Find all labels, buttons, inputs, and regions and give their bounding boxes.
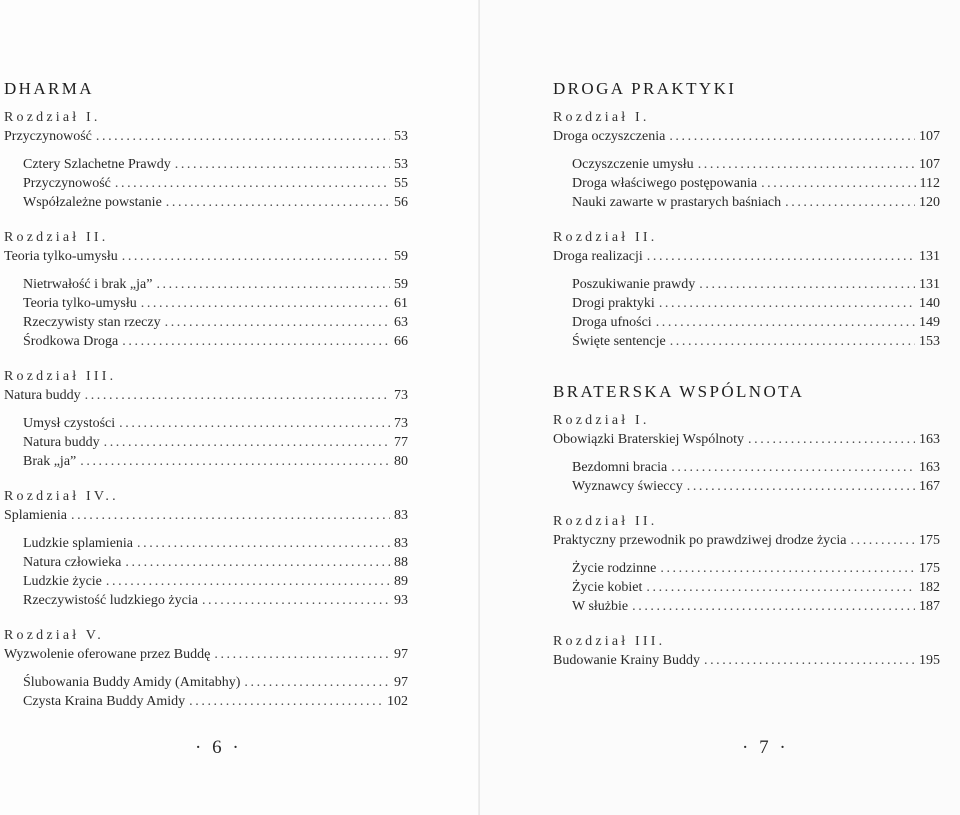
toc-entry[interactable]: Oczyszczenie umysłu ..... 107 — [553, 155, 940, 174]
page-number: 107 — [919, 157, 940, 172]
toc-entry[interactable]: Nietrwałość i brak „ja” ..... 59 — [4, 275, 408, 294]
toc-entry[interactable]: Drogi praktyki ..... 140 — [553, 294, 940, 313]
dot-leader — [115, 174, 390, 193]
page-number: 97 — [394, 675, 408, 690]
dot-leader — [125, 553, 390, 572]
dot-leader — [699, 275, 915, 294]
page-number: 80 — [394, 454, 408, 469]
chapter-1 — [553, 108, 940, 212]
toc-entry[interactable]: Rzeczywisty stan rzeczy ..... 63 — [4, 313, 408, 332]
dot-leader — [646, 578, 915, 597]
dot-leader — [137, 534, 390, 553]
dot-leader — [122, 247, 390, 266]
dot-leader — [647, 247, 915, 266]
dot-leader — [71, 506, 390, 525]
dot-leader — [85, 386, 390, 405]
toc-entry[interactable]: Natura buddy ..... 77 — [4, 433, 408, 452]
page-number: 102 — [387, 694, 408, 709]
dot-leader — [785, 193, 915, 212]
dot-leader — [119, 414, 390, 433]
toc-entry[interactable]: Święte sentencje ..... 153 — [553, 332, 940, 351]
dot-leader — [189, 692, 383, 711]
page-number-folio: · 6 · — [195, 737, 242, 758]
toc-entry[interactable]: Ludzkie życie ..... 89 — [4, 572, 408, 591]
page-number: 73 — [394, 388, 408, 403]
dot-leader — [106, 572, 390, 591]
dot-leader — [96, 127, 390, 146]
page-number: 131 — [919, 249, 940, 264]
chapter-3 — [553, 632, 940, 670]
page-number: 187 — [919, 599, 940, 614]
dot-leader — [671, 458, 915, 477]
chapter-label: Rozdział II. — [553, 514, 658, 529]
dot-leader — [141, 294, 390, 313]
toc-right-column — [553, 78, 940, 686]
part-title: DHARMA — [4, 79, 94, 98]
part-title: DROGA PRAKTYKI — [553, 79, 737, 98]
dot-leader — [104, 433, 390, 452]
chapter-main-entry[interactable]: Praktyczny przewodnik po prawdziwej drodze życia ..... 175 — [553, 531, 940, 550]
chapter-1 — [4, 108, 408, 212]
dot-leader — [670, 332, 915, 351]
toc-entry[interactable]: Przyczynowość ..... 55 — [4, 174, 408, 193]
chapter-main-entry[interactable]: Teoria tylko-umysłu ..... 59 — [4, 247, 408, 266]
chapter-label: Rozdział II. — [4, 230, 109, 245]
chapter-main-entry[interactable]: Droga oczyszczenia ..... 107 — [553, 127, 940, 146]
chapter-label: Rozdział IV.. — [4, 489, 119, 504]
page-number: 59 — [394, 277, 408, 292]
chapter-label: Rozdział I. — [553, 110, 650, 125]
page-number: 66 — [394, 334, 408, 349]
dot-leader — [748, 430, 915, 449]
dot-leader — [80, 452, 390, 471]
toc-entry[interactable]: Bezdomni bracia ..... 163 — [553, 458, 940, 477]
dot-leader — [244, 673, 390, 692]
chapter-main-entry[interactable]: Droga realizacji ..... 131 — [553, 247, 940, 266]
page-number: 195 — [919, 653, 940, 668]
toc-entry[interactable]: Środkowa Droga ..... 66 — [4, 332, 408, 351]
toc-entry[interactable]: Droga ufności ..... 149 — [553, 313, 940, 332]
toc-entry[interactable]: Natura człowieka ..... 88 — [4, 553, 408, 572]
page-number: 59 — [394, 249, 408, 264]
toc-left-column — [4, 78, 408, 727]
toc-entry[interactable]: W służbie ..... 187 — [553, 597, 940, 616]
dot-leader — [698, 155, 915, 174]
dot-leader — [202, 591, 390, 610]
page-number: 163 — [919, 460, 940, 475]
page-number: 61 — [394, 296, 408, 311]
page-number: 131 — [919, 277, 940, 292]
chapter-main-entry[interactable]: Splamienia ..... 83 — [4, 506, 408, 525]
chapter-main-entry[interactable]: Budowanie Krainy Buddy ..... 195 — [553, 651, 940, 670]
chapter-label: Rozdział III. — [553, 634, 666, 649]
dot-leader — [156, 275, 390, 294]
dot-leader — [632, 597, 915, 616]
page-number: 175 — [919, 533, 940, 548]
chapter-main-entry[interactable]: Natura buddy ..... 73 — [4, 386, 408, 405]
page-number-folio: · 7 · — [742, 737, 789, 758]
toc-entry[interactable]: Czysta Kraina Buddy Amidy ..... 102 — [4, 692, 408, 711]
page-number: 56 — [394, 195, 408, 210]
chapter-label: Rozdział I. — [4, 110, 101, 125]
page-number: 112 — [919, 176, 940, 191]
toc-entry[interactable]: Brak „ja” ..... 80 — [4, 452, 408, 471]
page-number: 89 — [394, 574, 408, 589]
dot-leader — [660, 559, 915, 578]
toc-entry[interactable]: Droga właściwego postępowania ..... 112 — [553, 174, 940, 193]
chapter-4 — [4, 487, 408, 610]
right-page — [480, 0, 960, 815]
page-number: 97 — [394, 647, 408, 662]
part-title: BRATERSKA WSPÓLNOTA — [553, 382, 805, 401]
dot-leader — [214, 645, 390, 664]
toc-entry[interactable]: Teoria tylko-umysłu ..... 61 — [4, 294, 408, 313]
toc-entry[interactable]: Ludzkie splamienia ..... 83 — [4, 534, 408, 553]
dot-leader — [669, 127, 915, 146]
chapter-label: Rozdział II. — [553, 230, 658, 245]
toc-entry[interactable]: Wyznawcy świeccy ..... 167 — [553, 477, 940, 496]
page-number: 73 — [394, 416, 408, 431]
page-number: 163 — [919, 432, 940, 447]
chapter-main-entry[interactable]: Wyzwolenie oferowane przez Buddę ..... 97 — [4, 645, 408, 664]
page-number: 167 — [919, 479, 940, 494]
dot-leader — [175, 155, 390, 174]
page-number: 175 — [919, 561, 940, 576]
chapter-2 — [4, 228, 408, 351]
page-number: 120 — [919, 195, 940, 210]
toc-entry[interactable]: Życie kobiet ..... 182 — [553, 578, 940, 597]
chapter-2 — [553, 228, 940, 351]
page-number: 77 — [394, 435, 408, 450]
page-number: 83 — [394, 536, 408, 551]
toc-entry[interactable]: Poszukiwanie prawdy ..... 131 — [553, 275, 940, 294]
chapter-main-entry[interactable]: Obowiązki Braterskiej Wspólnoty ..... 163 — [553, 430, 940, 449]
page-number: 93 — [394, 593, 408, 608]
chapter-main-entry[interactable]: Przyczynowość ..... 53 — [4, 127, 408, 146]
dot-leader — [687, 477, 915, 496]
toc-entry[interactable]: Ślubowania Buddy Amidy (Amitabhy) ..... 97 — [4, 673, 408, 692]
toc-entry[interactable]: Rzeczywistość ludzkiego życia ..... 93 — [4, 591, 408, 610]
page-number: 182 — [919, 580, 940, 595]
chapter-1 — [553, 411, 940, 496]
dot-leader — [166, 193, 390, 212]
toc-entry[interactable]: Współzależne powstanie ..... 56 — [4, 193, 408, 212]
page-number: 153 — [919, 334, 940, 349]
page-number: 63 — [394, 315, 408, 330]
page-number: 55 — [394, 176, 408, 191]
page-number: 88 — [394, 555, 408, 570]
page-number: 107 — [919, 129, 940, 144]
dot-leader — [704, 651, 915, 670]
chapter-label: Rozdział V. — [4, 628, 105, 643]
toc-entry[interactable]: Życie rodzinne ..... 175 — [553, 559, 940, 578]
dot-leader — [851, 531, 916, 550]
chapter-3 — [4, 367, 408, 471]
chapter-2 — [553, 512, 940, 616]
chapter-5 — [4, 626, 408, 711]
toc-entry[interactable]: Cztery Szlachetne Prawdy ..... 53 — [4, 155, 408, 174]
toc-entry[interactable]: Nauki zawarte w prastarych baśniach ..... 120 — [553, 193, 940, 212]
dot-leader — [659, 294, 915, 313]
dot-leader — [165, 313, 390, 332]
page-number: 83 — [394, 508, 408, 523]
dot-leader — [656, 313, 915, 332]
toc-entry[interactable]: Umysł czystości ..... 73 — [4, 414, 408, 433]
chapter-label: Rozdział III. — [4, 369, 117, 384]
chapter-label: Rozdział I. — [553, 413, 650, 428]
dot-leader — [761, 174, 915, 193]
page-number: 53 — [394, 129, 408, 144]
page-number: 140 — [919, 296, 940, 311]
page-number: 149 — [919, 315, 940, 330]
dot-leader — [122, 332, 390, 351]
page-number: 53 — [394, 157, 408, 172]
